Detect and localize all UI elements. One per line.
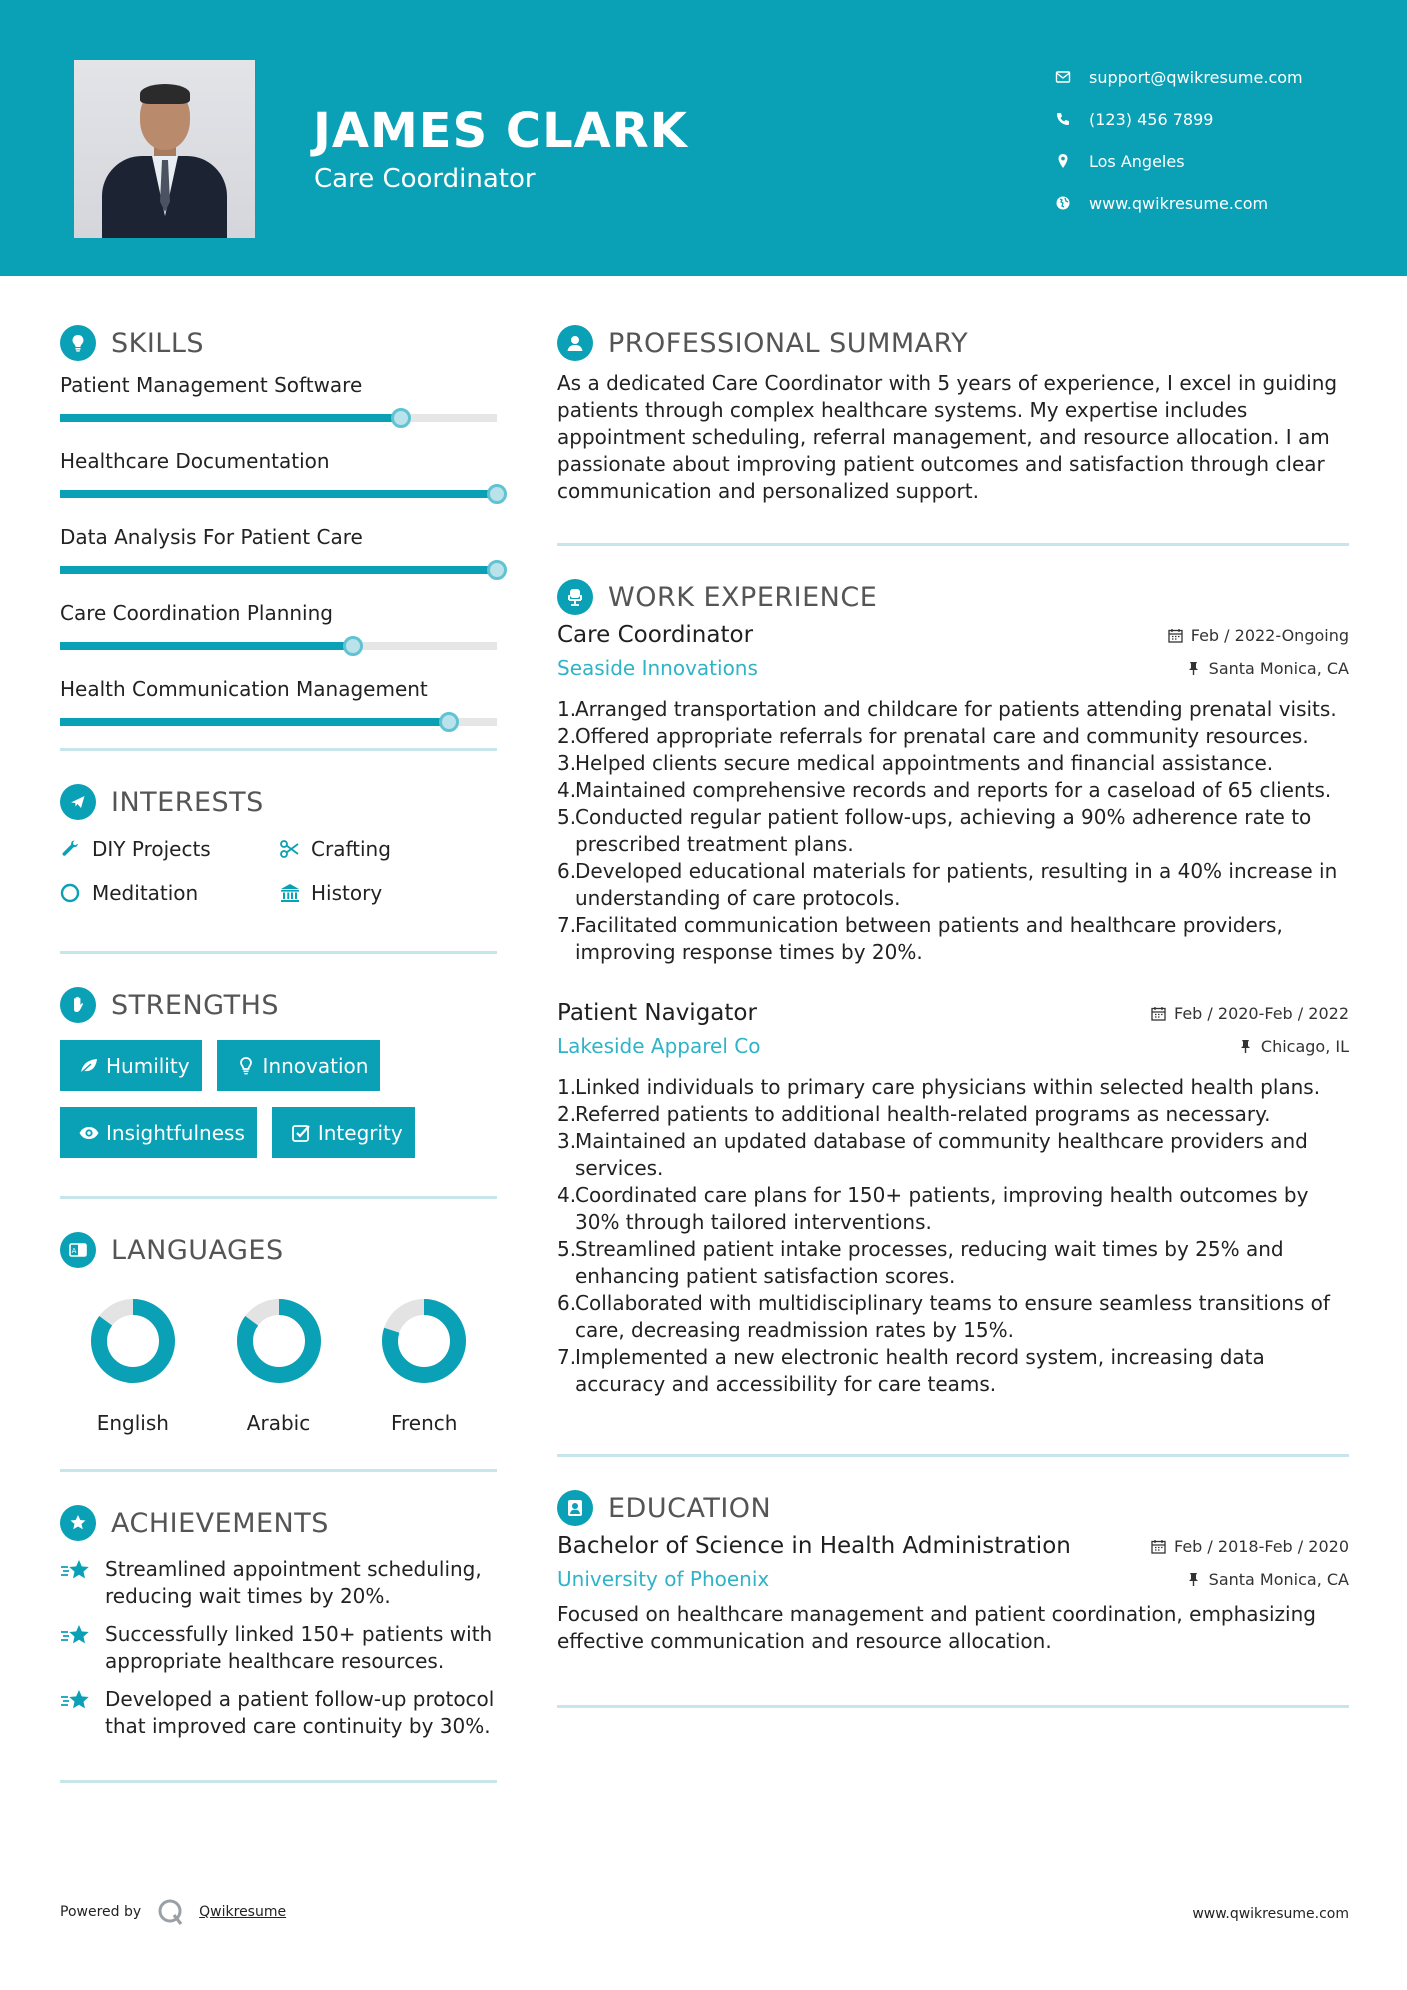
contact-website[interactable]: www.qwikresume.com xyxy=(1055,182,1303,224)
skill-bar xyxy=(60,566,497,574)
user-icon xyxy=(557,325,593,361)
job-entry xyxy=(557,1000,1349,1398)
paper-plane-icon xyxy=(60,784,96,820)
skill-bar xyxy=(60,718,497,726)
summary-text: As a dedicated Care Coordinator with 5 years of experience, I excel in guiding patients through complex healthcare systems. My expertise includes appointment scheduling, referral management, and resource allocation. I am passionate about improving patient outcomes and satisfaction through clear communication and personalized support. xyxy=(557,371,1338,503)
skill-item: Health Communication Management xyxy=(60,674,497,750)
strength-chip: Integrity xyxy=(272,1107,415,1158)
list-item: 1. Arranged transportation and childcare for patients attending prenatal visits. xyxy=(557,697,1337,721)
interest-item: History xyxy=(279,879,497,907)
section-divider xyxy=(557,543,1349,546)
education-heading: EDUCATION xyxy=(557,1485,1349,1531)
contact-list xyxy=(1055,56,1303,224)
job-title: Care Coordinator xyxy=(557,622,754,648)
list-item: 7. Facilitated communication between patients and healthcare providers, improving response times by 20%. xyxy=(557,913,1283,964)
wrench-icon xyxy=(60,838,92,860)
interests-heading: INTERESTS xyxy=(60,779,497,825)
footer-url[interactable]: www.qwikresume.com xyxy=(1192,1906,1349,1922)
skill-fill xyxy=(60,642,353,650)
scissors-icon xyxy=(279,838,311,860)
skills-heading: SKILLS xyxy=(60,320,497,366)
lightbulb-icon xyxy=(229,1055,263,1077)
resume-header xyxy=(0,0,1407,276)
eye-icon xyxy=(72,1122,106,1144)
achievement-item: Successfully linked 150+ patients with appropriate healthcare resources. xyxy=(60,1621,497,1675)
calendar-icon xyxy=(1151,1006,1166,1021)
pin-icon xyxy=(1186,661,1201,676)
language-item: French xyxy=(351,1291,497,1435)
job-dates: Feb / 2022-Ongoing xyxy=(1168,626,1349,645)
job-company: Seaside Innovations xyxy=(557,656,758,680)
job-bullets xyxy=(557,696,1349,966)
skill-item: Data Analysis For Patient Care xyxy=(60,522,497,598)
language-donut xyxy=(374,1291,474,1391)
strengths-heading: STRENGTHS xyxy=(60,982,497,1028)
skill-item: Care Coordination Planning xyxy=(60,598,497,674)
summary-heading: PROFESSIONAL SUMMARY xyxy=(557,320,1349,366)
list-item: 4. Coordinated care plans for 150+ patients, improving health outcomes by 30% through tailored interventions. xyxy=(557,1183,1309,1234)
skill-fill xyxy=(60,414,401,422)
section-divider xyxy=(60,951,497,954)
achievements-list xyxy=(60,1556,497,1740)
calendar-icon xyxy=(1168,628,1183,643)
skill-item: Healthcare Documentation xyxy=(60,446,497,522)
education-dates: Feb / 2018-Feb / 2020 xyxy=(1151,1537,1349,1556)
list-item: 5. Streamlined patient intake processes, reducing wait times by 25% and enhancing patient satisfaction scores. xyxy=(557,1237,1284,1288)
checkbox-icon xyxy=(284,1122,318,1144)
skill-fill xyxy=(60,566,497,574)
pin-icon xyxy=(1186,1572,1201,1587)
candidate-name: JAMES CLARK xyxy=(313,103,688,159)
lightbulb-icon xyxy=(60,325,96,361)
job-location: Santa Monica, CA xyxy=(1186,659,1349,678)
section-divider xyxy=(557,1454,1349,1457)
skill-fill xyxy=(60,490,497,498)
interest-item: Crafting xyxy=(279,835,497,863)
star-icon xyxy=(60,1686,105,1740)
location-icon xyxy=(1055,153,1089,169)
section-divider xyxy=(557,1705,1349,1708)
education-description: Focused on healthcare management and patient coordination, emphasizing effective communication and resource allocation. xyxy=(557,1602,1316,1653)
language-donut xyxy=(83,1291,183,1391)
strength-chip: Humility xyxy=(60,1040,202,1091)
skill-bar xyxy=(60,490,497,498)
language-item: English xyxy=(60,1291,206,1435)
qwikresume-link[interactable]: Qwikresume xyxy=(199,1904,287,1920)
museum-icon xyxy=(279,882,311,904)
contact-location: Los Angeles xyxy=(1055,140,1303,182)
skill-bar xyxy=(60,642,497,650)
candidate-title: Care Coordinator xyxy=(314,164,536,194)
language-item: Arabic xyxy=(206,1291,352,1435)
svg-text:A: A xyxy=(71,1247,77,1255)
section-divider xyxy=(60,1469,497,1472)
skill-bar xyxy=(60,414,497,422)
skill-fill xyxy=(60,718,449,726)
languages-list xyxy=(60,1291,497,1435)
contact-email[interactable]: support@qwikresume.com xyxy=(1055,56,1303,98)
languages-heading: A LANGUAGES xyxy=(60,1227,497,1273)
right-column xyxy=(557,320,1349,1708)
experience-heading: WORK EXPERIENCE xyxy=(557,574,1349,620)
skill-knob xyxy=(487,560,507,580)
globe-icon xyxy=(1055,195,1089,211)
list-item: 6. Collaborated with multidisciplinary teams to ensure seamless transitions of care, decreasing readmission rates by 15%. xyxy=(557,1291,1330,1342)
footer-powered-by: Powered by Qwikresume xyxy=(60,1898,286,1926)
degree-title: Bachelor of Science in Health Administration xyxy=(557,1533,1071,1559)
list-item: 2. Offered appropriate referrals for prenatal care and community resources. xyxy=(557,724,1309,748)
circle-icon xyxy=(60,882,92,904)
achievements-heading: ACHIEVEMENTS xyxy=(60,1500,497,1546)
leaf-icon xyxy=(72,1055,106,1077)
skill-knob xyxy=(487,484,507,504)
job-entry xyxy=(557,622,1349,966)
list-item: 1. Linked individuals to primary care physicians within selected health plans. xyxy=(557,1075,1321,1099)
pin-icon xyxy=(1238,1039,1253,1054)
strength-chip: Insightfulness xyxy=(60,1107,257,1158)
list-item: 5. Conducted regular patient follow-ups, achieving a 90% adherence rate to prescribed treatment plans. xyxy=(557,805,1312,856)
job-location: Chicago, IL xyxy=(1238,1037,1349,1056)
strengths-list xyxy=(60,1040,497,1158)
list-item: 7. Implemented a new electronic health record system, increasing data accuracy and accessibility for care teams. xyxy=(557,1345,1265,1396)
email-icon xyxy=(1055,69,1089,85)
education-entry xyxy=(557,1533,1349,1655)
interest-item: Meditation xyxy=(60,879,279,907)
contact-phone[interactable]: (123) 456 7899 xyxy=(1055,98,1303,140)
hand-icon xyxy=(60,987,96,1023)
job-bullets xyxy=(557,1074,1349,1398)
phone-icon xyxy=(1055,111,1089,127)
achievement-item: Streamlined appointment scheduling, reducing wait times by 20%. xyxy=(60,1556,497,1610)
skills-list xyxy=(60,370,497,750)
interest-item: DIY Projects xyxy=(60,835,279,863)
chair-icon xyxy=(557,579,593,615)
skill-item: Patient Management Software xyxy=(60,370,497,446)
graduate-icon xyxy=(557,1490,593,1526)
skill-knob xyxy=(343,636,363,656)
star-icon xyxy=(60,1621,105,1675)
job-company: Lakeside Apparel Co xyxy=(557,1034,761,1058)
calendar-icon xyxy=(1151,1539,1166,1554)
list-item: 6. Developed educational materials for patients, resulting in a 40% increase in understanding of care protocols. xyxy=(557,859,1338,910)
left-column xyxy=(60,320,497,1783)
star-badge-icon xyxy=(60,1505,96,1541)
profile-photo xyxy=(74,60,255,238)
interests-list xyxy=(60,835,497,907)
list-item: 2. Referred patients to additional health-related programs as necessary. xyxy=(557,1102,1271,1126)
skill-knob xyxy=(391,408,411,428)
language-donut xyxy=(229,1291,329,1391)
list-item: 3. Maintained an updated database of community healthcare providers and services. xyxy=(557,1129,1308,1180)
list-item: 3. Helped clients secure medical appointments and financial assistance. xyxy=(557,751,1274,775)
qwikresume-logo-icon xyxy=(157,1898,185,1926)
skill-knob xyxy=(439,712,459,732)
language-icon xyxy=(60,1232,96,1268)
achievement-item: Developed a patient follow-up protocol that improved care continuity by 30%. xyxy=(60,1686,497,1740)
star-icon xyxy=(60,1556,105,1610)
section-divider xyxy=(60,1196,497,1199)
job-title: Patient Navigator xyxy=(557,1000,757,1026)
school-name: University of Phoenix xyxy=(557,1567,770,1591)
list-item: 4. Maintained comprehensive records and reports for a caseload of 65 clients. xyxy=(557,778,1332,802)
education-location: Santa Monica, CA xyxy=(1186,1570,1349,1589)
job-dates: Feb / 2020-Feb / 2022 xyxy=(1151,1004,1349,1023)
strength-chip: Innovation xyxy=(217,1040,381,1091)
section-divider xyxy=(60,1780,497,1783)
